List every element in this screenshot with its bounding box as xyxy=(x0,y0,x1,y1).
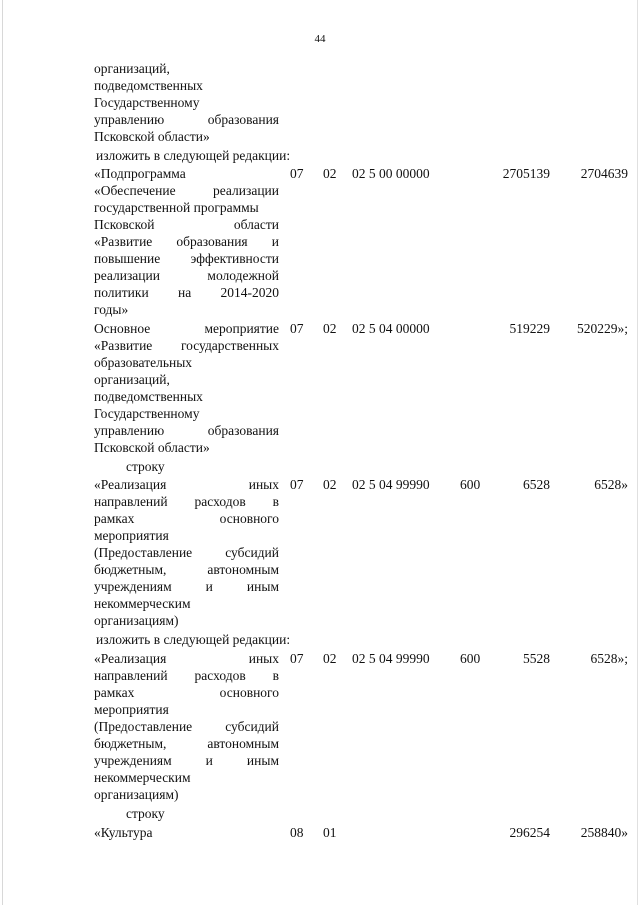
target-article-code: 02 5 04 99990 xyxy=(352,477,430,492)
desc-line: «Обеспечение реализации xyxy=(94,183,279,198)
target-article-code: 02 5 04 00000 xyxy=(352,321,430,336)
desc-line: (Предоставление субсидий xyxy=(94,719,279,734)
expense-type-code: 600 xyxy=(460,477,481,492)
page-number: 44 xyxy=(314,33,326,45)
desc-line: Псковской области» xyxy=(94,129,210,144)
instruction-text: изложить в следующей редакции: xyxy=(96,148,291,163)
desc-line: «Развитие государственных xyxy=(94,338,279,353)
subsection-code: 01 xyxy=(323,825,337,840)
desc-line: подведомственных xyxy=(94,389,203,404)
desc-line: Основное мероприятие xyxy=(94,321,279,336)
desc-line: образовательных xyxy=(94,355,193,370)
amount-year-2: 258840» xyxy=(580,825,628,840)
amount-year-1: 2705139 xyxy=(502,166,550,181)
scan-edge-right xyxy=(637,0,638,905)
desc-line: организаций, xyxy=(94,372,170,387)
desc-line: Псковской области» xyxy=(94,440,210,455)
desc-line: повышение эффективности xyxy=(94,251,279,266)
desc-line: реализации молодежной xyxy=(94,268,279,283)
desc-line: учреждениям и иным xyxy=(94,579,279,594)
desc-line: Государственному xyxy=(94,406,200,421)
amount-year-1: 519229 xyxy=(509,321,550,336)
desc-line: подведомственных xyxy=(94,78,203,93)
desc-line: годы» xyxy=(94,302,129,317)
subsection-code: 02 xyxy=(323,321,337,336)
row-marker-text: строку xyxy=(126,806,165,821)
amount-year-2: 520229»; xyxy=(576,321,628,336)
desc-line: направлений расходов в xyxy=(94,494,279,509)
section-code: 07 xyxy=(290,321,304,336)
desc-line: «Реализация иных xyxy=(94,477,279,492)
desc-line: организаций, xyxy=(94,61,170,76)
desc-line: «Реализация иных xyxy=(94,651,279,666)
desc-line: бюджетным, автономным xyxy=(94,562,279,577)
desc-line: рамках основного xyxy=(94,511,279,526)
amount-year-1: 6528 xyxy=(523,477,550,492)
amount-year-1: 296254 xyxy=(509,825,550,840)
target-article-code: 02 5 04 99990 xyxy=(352,651,430,666)
desc-line: Псковской области xyxy=(94,217,279,232)
subsection-code: 02 xyxy=(323,651,337,666)
section-code: 07 xyxy=(290,166,304,181)
desc-line: организациям) xyxy=(94,787,179,802)
desc-line: организациям) xyxy=(94,613,179,628)
desc-line: управлению образования xyxy=(94,112,279,127)
desc-line: мероприятия xyxy=(94,528,169,543)
desc-line: политики на 2014-2020 xyxy=(94,285,279,300)
desc-line: некоммерческим xyxy=(94,770,191,785)
section-code: 07 xyxy=(290,651,304,666)
desc-line: направлений расходов в xyxy=(94,668,279,683)
desc-line: рамках основного xyxy=(94,685,279,700)
scan-edge-left xyxy=(2,0,3,905)
section-code: 07 xyxy=(290,477,304,492)
desc-line: бюджетным, автономным xyxy=(94,736,279,751)
row-marker-text: строку xyxy=(126,459,165,474)
subsection-code: 02 xyxy=(323,477,337,492)
expense-type-code: 600 xyxy=(460,651,481,666)
desc-line: «Культура xyxy=(94,825,153,840)
desc-line: учреждениям и иным xyxy=(94,753,279,768)
instruction-text: изложить в следующей редакции: xyxy=(96,632,291,647)
desc-line: «Развитие образования и xyxy=(94,234,279,249)
amount-year-2: 6528»; xyxy=(590,651,628,666)
amount-year-2: 6528» xyxy=(594,477,628,492)
amount-year-1: 5528 xyxy=(523,651,550,666)
desc-line: мероприятия xyxy=(94,702,169,717)
desc-line: некоммерческим xyxy=(94,596,191,611)
desc-line: (Предоставление субсидий xyxy=(94,545,279,560)
target-article-code: 02 5 00 00000 xyxy=(352,166,430,181)
desc-line: управлению образования xyxy=(94,423,279,438)
section-code: 08 xyxy=(290,825,304,840)
desc-line: «Подпрограмма xyxy=(94,166,186,181)
amount-year-2: 2704639 xyxy=(580,166,628,181)
desc-line: Государственному xyxy=(94,95,200,110)
subsection-code: 02 xyxy=(323,166,337,181)
desc-line: государственной программы xyxy=(94,200,259,215)
